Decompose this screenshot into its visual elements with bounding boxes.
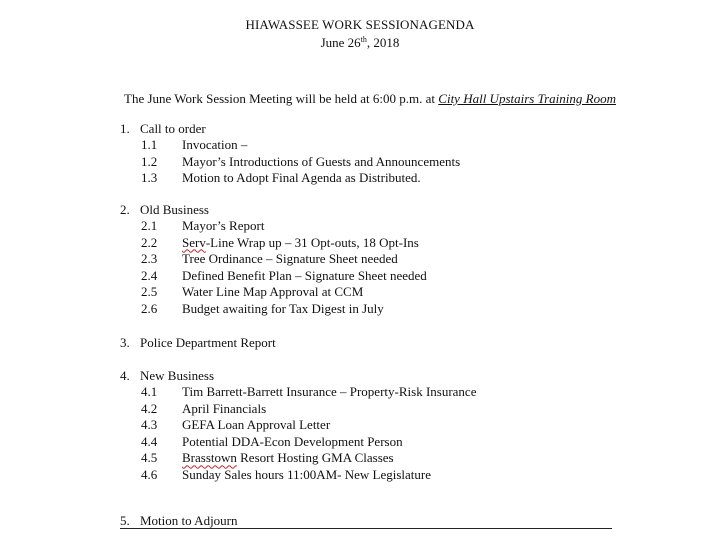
section-items	[120, 218, 427, 318]
item-number: 4.6	[141, 466, 158, 482]
meeting-location: City Hall Upstairs Training Room	[438, 91, 616, 106]
item-number: 4.5	[141, 450, 158, 466]
item-text: Sunday Sales hours 11:00AM- New Legislature	[182, 466, 432, 482]
agenda-item	[120, 251, 427, 268]
item-text: Tree Ordinance – Signature Sheet needed	[182, 251, 398, 267]
item-text: Invocation –	[182, 137, 248, 152]
section-heading	[120, 368, 476, 384]
item-text: Resort Hosting GMA Classes	[236, 450, 394, 466]
agenda-item	[120, 401, 476, 418]
agenda-item	[120, 434, 476, 451]
item-number: 2.1	[141, 218, 158, 233]
item-number: 2.3	[141, 251, 158, 267]
item-text: Water Line Map Approval at CCM	[182, 284, 364, 300]
item-number: 4.4	[141, 433, 158, 449]
section-title: Motion to Adjourn	[140, 513, 238, 528]
section-number: 4.	[120, 368, 130, 383]
item-text: Budget awaiting for Tax Digest in July	[182, 300, 384, 316]
date-day: June 26	[320, 35, 361, 50]
agenda-item	[120, 218, 427, 235]
section-items	[120, 384, 476, 484]
agenda-item	[120, 450, 476, 467]
agenda-item	[120, 284, 427, 301]
item-text: Mayor’s Report	[182, 218, 265, 233]
item-number: 4.2	[141, 400, 158, 416]
agenda-item	[120, 235, 427, 252]
item-number: 1.1	[141, 137, 158, 152]
agenda-item	[120, 137, 460, 154]
section-title: Old Business	[140, 202, 209, 217]
agenda-item	[120, 154, 460, 171]
item-text: Motion to Adopt Final Agenda as Distributed.	[182, 170, 421, 186]
item-number: 1.2	[141, 153, 158, 169]
item-number: 2.5	[141, 284, 158, 300]
item-text: GEFA Loan Approval Letter	[182, 417, 331, 433]
section-heading	[120, 335, 276, 351]
item-number: 2.4	[141, 267, 158, 283]
agenda-item	[120, 170, 460, 187]
section-number: 5.	[120, 513, 130, 528]
section-heading	[120, 514, 612, 529]
section-heading	[120, 121, 460, 137]
agenda-item	[120, 417, 476, 434]
item-text: -Line Wrap up – 31 Opt-outs, 18 Opt-Ins	[205, 234, 419, 250]
item-number: 2.6	[141, 300, 158, 316]
agenda-section-old-business	[120, 202, 427, 318]
item-lead-word: Serv	[182, 234, 206, 250]
section-number: 2.	[120, 202, 130, 217]
document-date	[0, 35, 720, 51]
item-text: April Financials	[182, 400, 267, 416]
date-ordinal: th	[360, 35, 367, 44]
agenda-section-police-report	[120, 335, 276, 351]
item-text: Defined Benefit Plan – Signature Sheet needed	[182, 267, 427, 283]
agenda-section-call-to-order	[120, 121, 460, 187]
agenda-item	[120, 384, 476, 401]
section-items	[120, 137, 460, 187]
section-title: Call to order	[140, 121, 206, 136]
notice-text: The June Work Session Meeting will be held at 6:00 p.m. at	[124, 91, 439, 106]
section-title: Police Department Report	[140, 335, 276, 350]
section-heading	[120, 202, 427, 218]
agenda-section-adjourn	[120, 514, 612, 529]
section-number: 3.	[120, 335, 130, 350]
document-title: HIAWASSEE WORK SESSIONAGENDA	[245, 17, 475, 32]
item-lead-word: Brasstown	[182, 450, 237, 466]
item-number: 4.1	[141, 384, 158, 399]
meeting-notice	[124, 91, 616, 107]
item-number: 2.2	[141, 234, 158, 250]
agenda-item	[120, 301, 427, 318]
item-text: Mayor’s Introductions of Guests and Announcements	[182, 153, 461, 169]
date-year: , 2018	[366, 35, 400, 50]
item-number: 4.3	[141, 417, 158, 433]
item-text: Potential DDA-Econ Development Person	[182, 433, 403, 449]
agenda-item	[120, 268, 427, 285]
agenda-section-new-business	[120, 368, 476, 484]
item-text: Tim Barrett-Barrett Insurance – Property-Risk Insurance	[182, 384, 477, 399]
item-number: 1.3	[141, 170, 158, 186]
agenda-item	[120, 467, 476, 484]
section-title: New Business	[140, 368, 215, 383]
section-number: 1.	[120, 121, 130, 136]
